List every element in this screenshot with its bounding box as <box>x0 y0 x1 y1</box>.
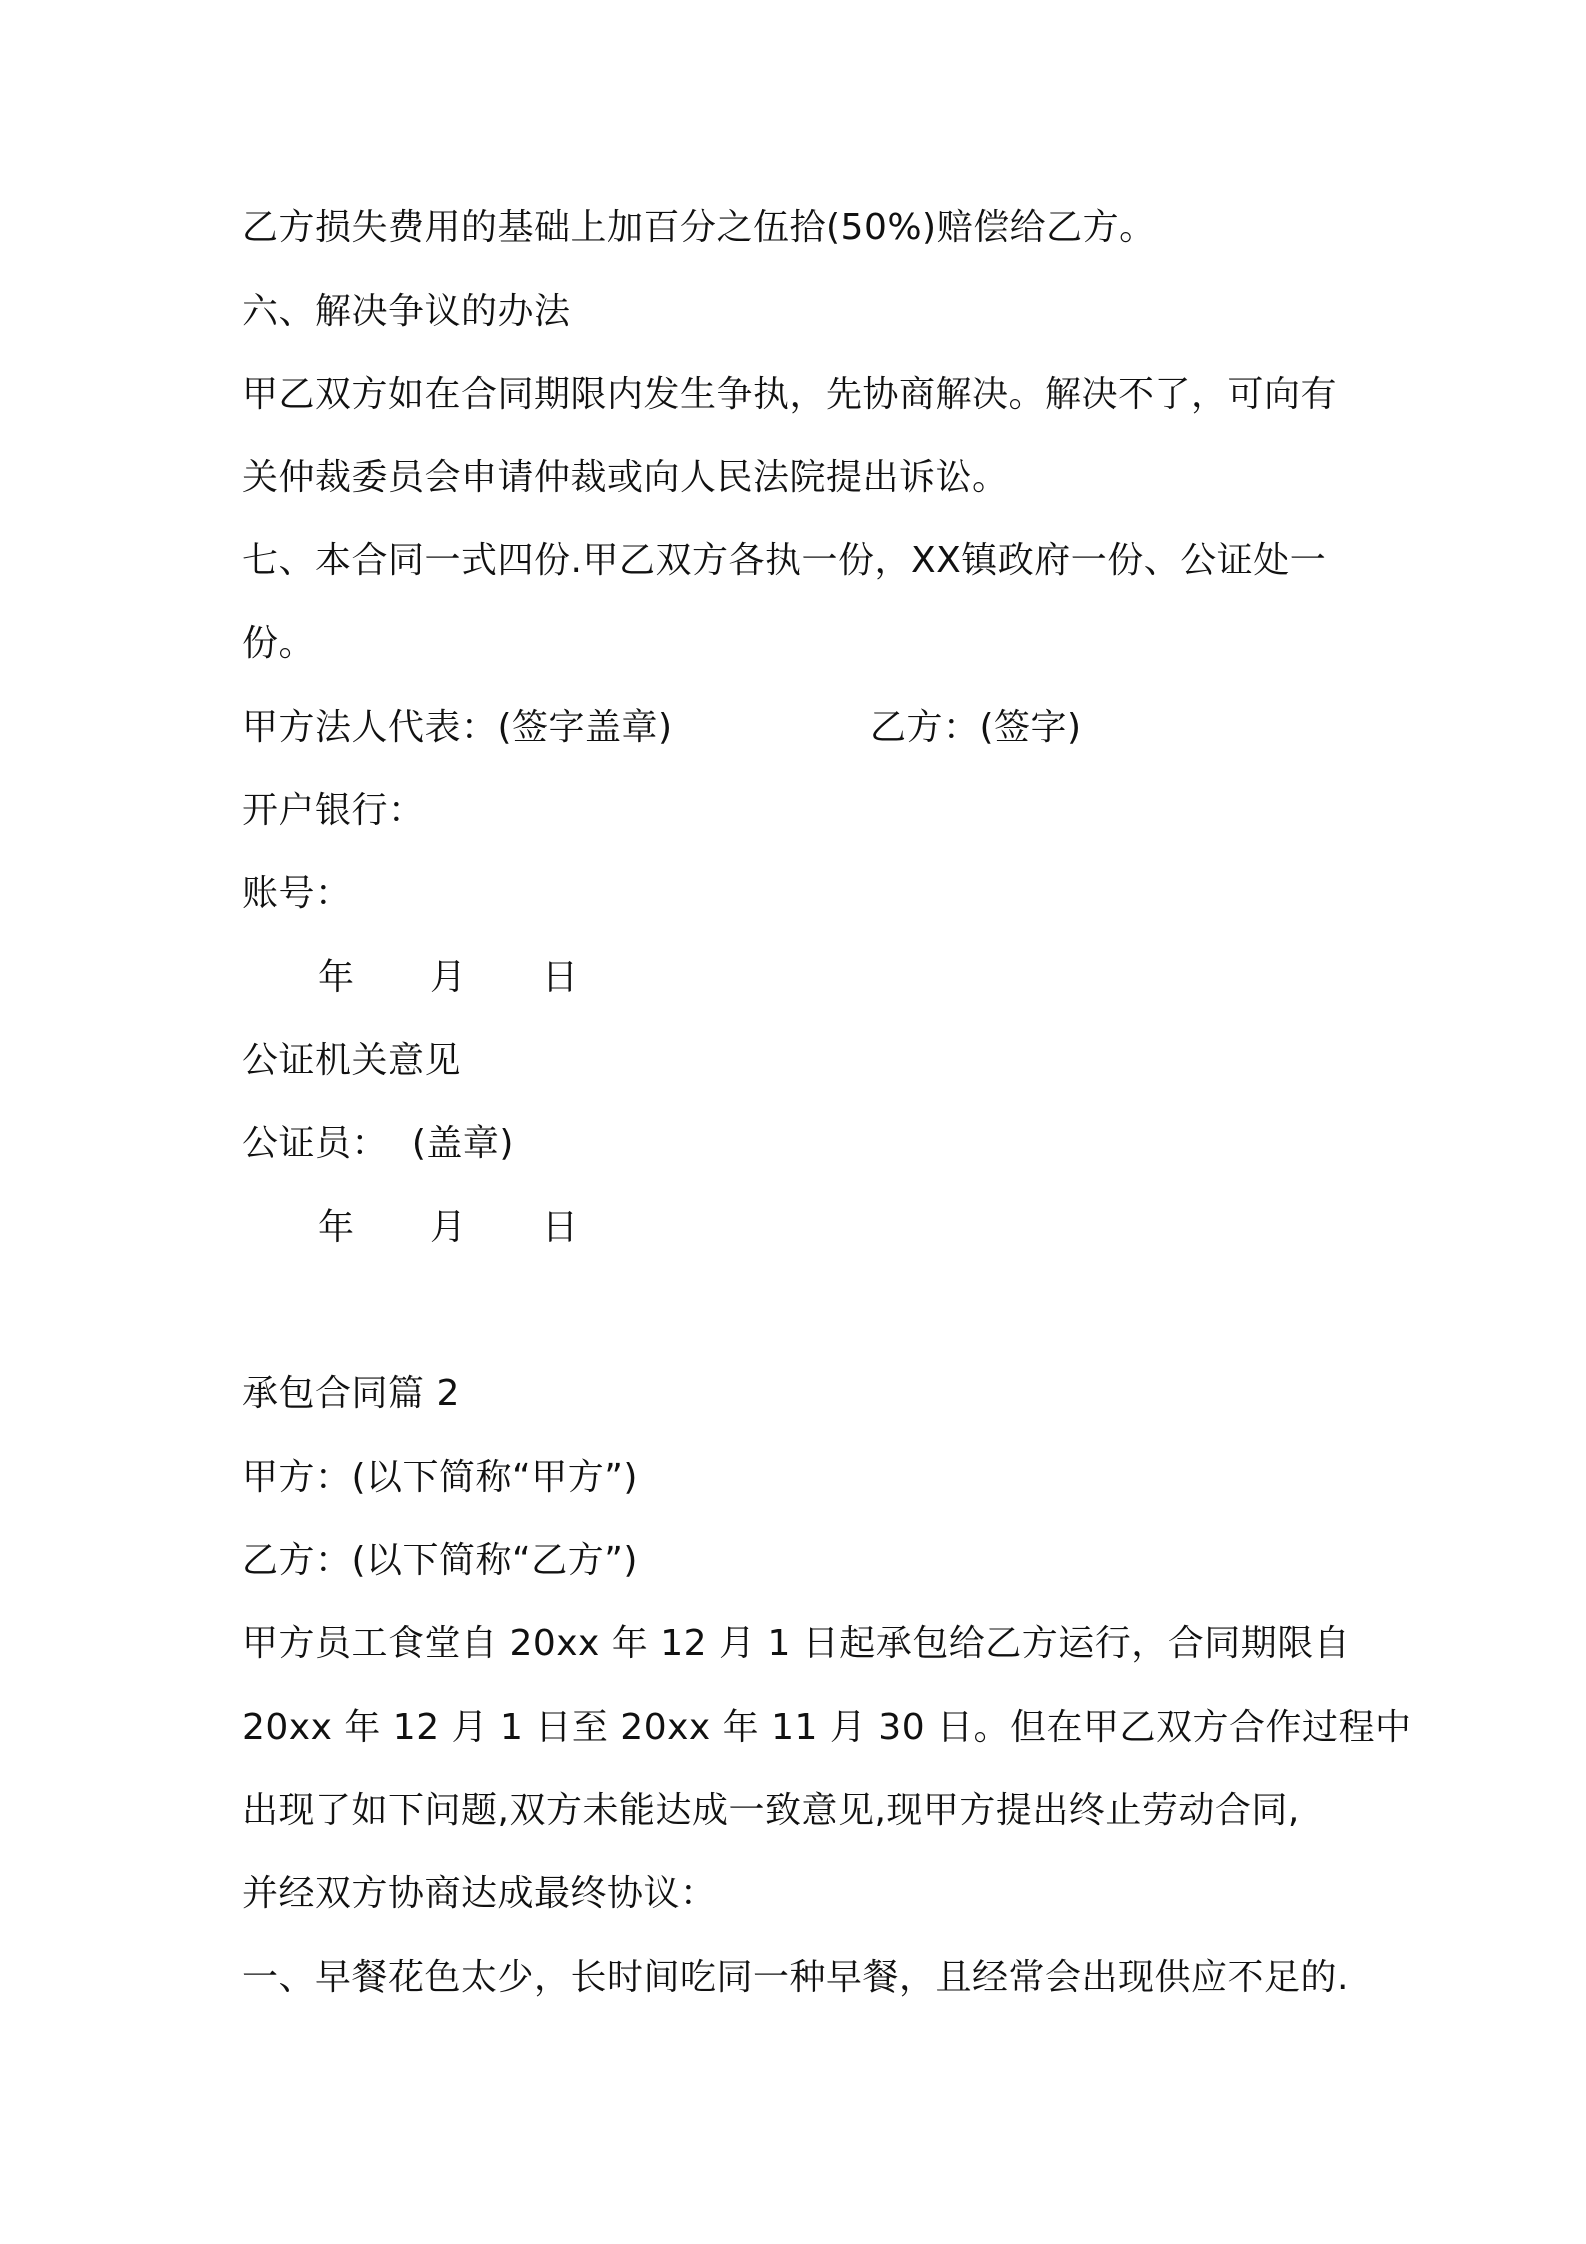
party-a-signature-label: 甲方法人代表：(签字盖章) <box>242 707 673 748</box>
paragraph-line: 甲乙双方如在合同期限内发生争执，先协商解决。解决不了，可向有 <box>242 374 1338 415</box>
account-label: 账号： <box>242 873 352 914</box>
paragraph-line: 乙方损失费用的基础上加百分之伍拾(50%)赔偿给乙方。 <box>242 207 1156 248</box>
section-title: 承包合同篇 2 <box>242 1373 460 1414</box>
paragraph-line: 20xx 年 12 月 1 日至 20xx 年 11 月 30 日。但在甲乙双方合作过程中 <box>242 1707 1412 1748</box>
party-a-line: 甲方：(以下简称“甲方”) <box>242 1457 638 1498</box>
date-day: 日 <box>542 1207 579 1248</box>
paragraph-line: 出现了如下问题,双方未能达成一致意见,现甲方提出终止劳动合同, <box>242 1790 1300 1831</box>
notary-label: 公证员： (盖章) <box>242 1123 514 1164</box>
paragraph-line: 七、本合同一式四份.甲乙双方各执一份，XX镇政府一份、公证处一 <box>242 540 1327 581</box>
paragraph-line: 一、早餐花色太少，长时间吃同一种早餐，且经常会出现供应不足的. <box>242 1957 1349 1998</box>
paragraph-line: 甲方员工食堂自 20xx 年 12 月 1 日起承包给乙方运行，合同期限自 <box>242 1623 1351 1664</box>
date-month: 月 <box>430 1207 467 1248</box>
section-heading-dispute: 六、解决争议的办法 <box>242 291 571 332</box>
paragraph-line: 关仲裁委员会申请仲裁或向人民法院提出诉讼。 <box>242 457 1009 498</box>
date-month: 月 <box>430 957 467 998</box>
paragraph-line: 份。 <box>242 623 316 664</box>
party-b-line: 乙方：(以下简称“乙方”) <box>242 1540 638 1581</box>
date-day: 日 <box>542 957 579 998</box>
paragraph-line: 并经双方协商达成最终协议： <box>242 1873 717 1914</box>
date-year: 年 <box>318 1207 355 1248</box>
bank-label: 开户银行： <box>242 790 425 831</box>
party-b-signature-label: 乙方：(签字) <box>870 707 1082 748</box>
notary-opinion-label: 公证机关意见 <box>242 1040 462 1081</box>
date-year: 年 <box>318 957 355 998</box>
